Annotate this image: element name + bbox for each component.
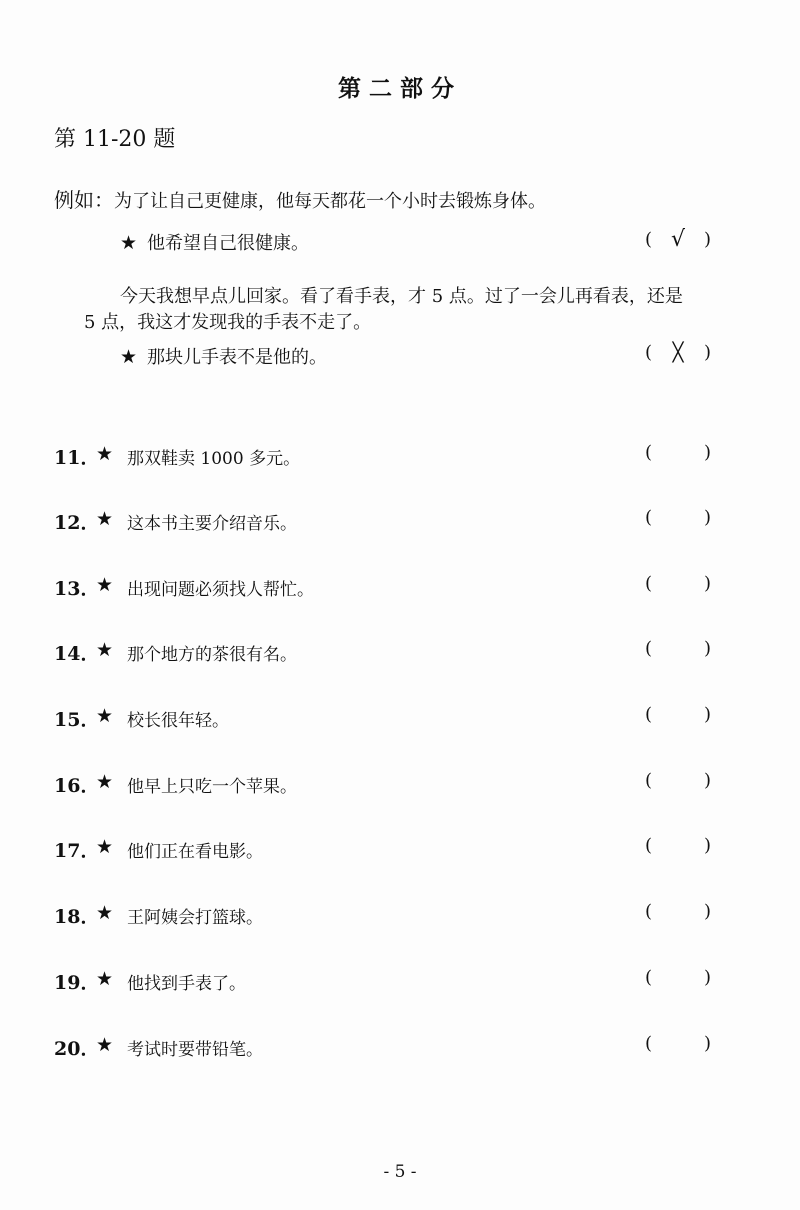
paren-open: ( [645, 507, 653, 528]
paren-close: ) [703, 967, 711, 988]
paren-open: ( [645, 901, 653, 922]
example-statement-2-text: 那块儿手表不是他的。 [147, 347, 328, 368]
question-number: 12． [54, 512, 100, 534]
question-number: 16． [54, 775, 100, 797]
star-icon: ★ [96, 574, 114, 596]
paren-close: ) [703, 835, 711, 856]
paren-close: ) [703, 901, 711, 922]
answer-blank[interactable] [645, 967, 711, 988]
paren-open: ( [645, 1033, 653, 1054]
question-text: 校长很年轻。 [127, 711, 229, 731]
answer-blank[interactable] [645, 638, 711, 659]
star-icon: ★ [96, 771, 114, 793]
star-icon: ★ [120, 346, 138, 368]
star-icon: ★ [96, 639, 114, 661]
answer-blank[interactable] [645, 901, 711, 922]
answer-blank[interactable] [645, 704, 711, 725]
question-number: 20． [54, 1038, 100, 1060]
example-statement-1-text: 他希望自己很健康。 [147, 233, 310, 254]
example-line [54, 184, 546, 213]
question-number: 14． [54, 643, 100, 665]
check-mark-icon: √ [670, 227, 686, 252]
paren-open: ( [645, 638, 653, 659]
answer-blank[interactable] [645, 835, 711, 856]
question-number: 15． [54, 709, 100, 731]
paren-close: ) [703, 573, 711, 594]
answer-blank[interactable] [645, 442, 711, 463]
question-text: 他早上只吃一个苹果。 [127, 777, 297, 797]
example-statement-1 [120, 229, 309, 255]
question-text: 出现问题必须找人帮忙。 [127, 580, 314, 600]
star-icon: ★ [96, 836, 114, 858]
paren-open: ( [645, 704, 653, 725]
question-text: 他找到手表了。 [127, 974, 246, 994]
question-number: 17． [54, 840, 100, 862]
paren-close: ) [703, 704, 711, 725]
example-passage-1: 为了让自己更健康，他每天都花一个小时去锻炼身体。 [114, 191, 546, 212]
star-icon: ★ [96, 705, 114, 727]
example-answer-1 [645, 227, 711, 252]
answer-blank[interactable] [645, 1033, 711, 1054]
paren-open: ( [645, 967, 653, 988]
question-text: 那个地方的茶很有名。 [127, 645, 297, 665]
star-icon: ★ [96, 508, 114, 530]
cross-mark-icon: ╳ [672, 342, 684, 363]
question-text: 考试时要带铅笔。 [127, 1040, 263, 1060]
star-icon: ★ [96, 443, 114, 465]
star-icon: ★ [96, 968, 114, 990]
answer-blank[interactable] [645, 507, 711, 528]
section-title: 第二部分 [338, 75, 462, 102]
paren-open: ( [645, 342, 653, 363]
question-text: 王阿姨会打篮球。 [127, 908, 263, 928]
question-text: 那双鞋卖 1000 多元。 [127, 449, 301, 469]
paren-open: ( [645, 442, 653, 463]
question-number: 13． [54, 578, 100, 600]
paren-close: ) [703, 507, 711, 528]
paren-open: ( [645, 573, 653, 594]
example-passage-2-line-1: 今天我想早点儿回家。看了看手表，才 5 点。过了一会儿再看表，还是 [120, 286, 683, 307]
example-label: 例如： [54, 188, 114, 212]
paren-close: ) [703, 342, 711, 363]
example-statement-2 [120, 343, 327, 369]
page-number: - 5 - [383, 1162, 417, 1182]
answer-blank[interactable] [645, 573, 711, 594]
paren-close: ) [703, 1033, 711, 1054]
star-icon: ★ [96, 1034, 114, 1056]
question-number: 19． [54, 972, 100, 994]
example-passage-2-line-2: 5 点，我这才发现我的手表不走了。 [84, 312, 372, 333]
paren-open: ( [645, 770, 653, 791]
question-number: 11． [54, 447, 100, 469]
paren-close: ) [703, 229, 711, 250]
paren-open: ( [645, 835, 653, 856]
example-answer-2 [645, 342, 711, 363]
question-text: 他们正在看电影。 [127, 842, 263, 862]
answer-blank[interactable] [645, 770, 711, 791]
star-icon: ★ [120, 232, 138, 254]
paren-open: ( [645, 229, 653, 250]
paren-close: ) [703, 770, 711, 791]
question-range: 第 11-20 题 [54, 127, 176, 152]
star-icon: ★ [96, 902, 114, 924]
paren-close: ) [703, 442, 711, 463]
paren-close: ) [703, 638, 711, 659]
question-number: 18． [54, 906, 100, 928]
question-text: 这本书主要介绍音乐。 [127, 514, 297, 534]
